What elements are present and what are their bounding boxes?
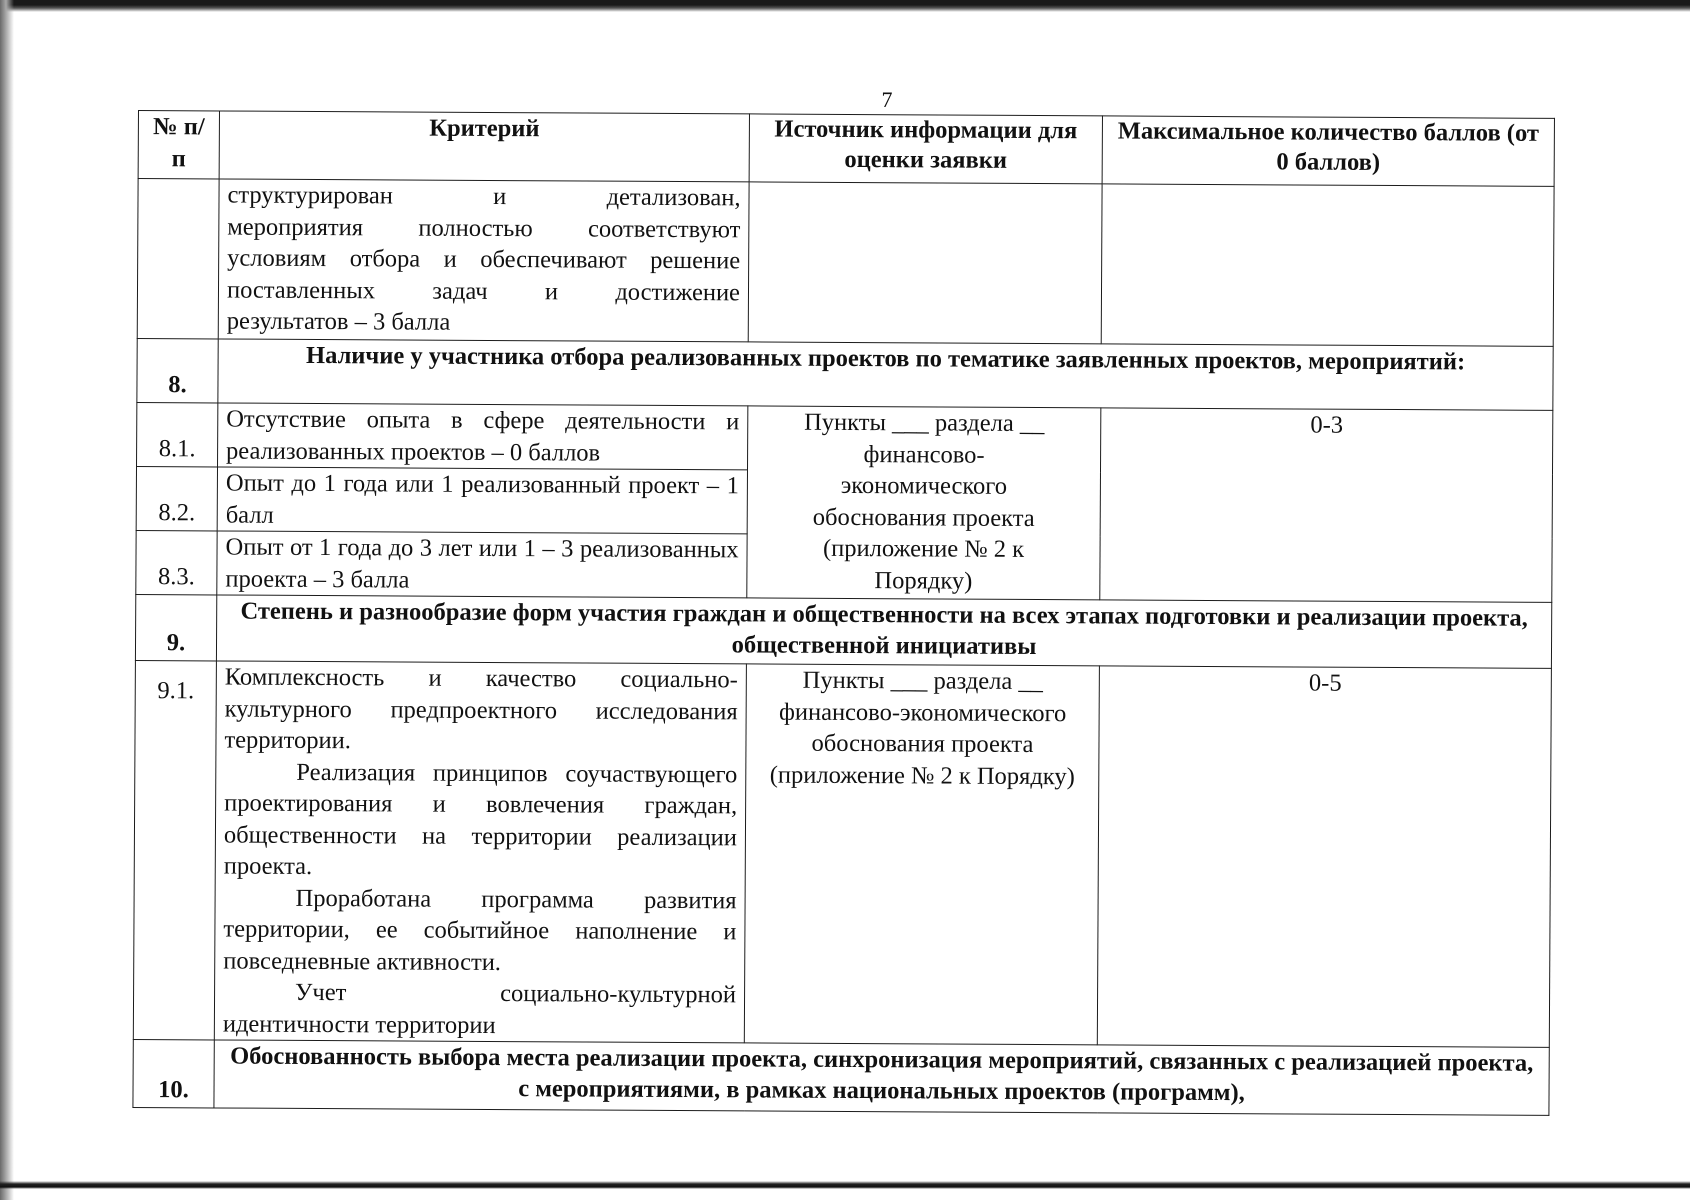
continuation-line-4: поставленных задач и достижение (226, 276, 741, 306)
item-9-1-num: 9.1. (133, 660, 216, 1039)
item-8-3-num: 8.3. (136, 530, 217, 594)
continuation-line-5: результатов – 3 балла (226, 307, 451, 336)
section-8-row (137, 338, 1553, 410)
header-max-score: Максимальное количество баллов (от 0 баллов) (1102, 116, 1554, 187)
continuation-score-cell (1101, 184, 1554, 347)
scan-edge-left (0, 0, 14, 1200)
item-9-1-paragraph-4: Учет социально-культурной идентичности территории (222, 978, 737, 1039)
header-criterion: Критерий (219, 111, 749, 182)
continuation-source-cell (748, 182, 1102, 344)
continuation-line-3: условиям отбора и обеспечивают решение (227, 244, 741, 275)
header-row (138, 111, 1554, 187)
item-9-1-paragraph-3: Проработана программа развития территории, ее событийное наполнение и повседневные активности. (223, 884, 737, 976)
section-9-title: Степень и разнообразие форм участия граждан и общественности на всех этапах подготовки и реализации проекта, общественной инициативы (216, 595, 1551, 668)
section-10-title: Обоснованность выбора места реализации проекта, синхронизация мероприятий, связанных с реализацией проекта, с мероприятиями, в рамках национальных проектов (программ), (214, 1040, 1549, 1115)
section-8-source: Пункты ___ раздела __ финансово-экономического обоснования проекта (приложение № 2 к Порядку) (747, 406, 1101, 600)
item-9-1-paragraph-1: Комплексность и качество социально-культурного предпроектного исследования территории. (224, 663, 738, 755)
section-10-row (133, 1039, 1549, 1115)
header-num: № п/п (138, 111, 219, 179)
item-8-1-row (137, 402, 1553, 474)
item-8-1-num: 8.1. (137, 402, 218, 466)
section-8-title: Наличие у участника отбора реализованных проектов по тематике заявленных проектов, мероприятий: (218, 339, 1553, 410)
header-source: Источник информации для оценки заявки (749, 114, 1102, 184)
item-8-2-text: Опыт до 1 года или 1 реализованный проект – 1 балл (217, 467, 747, 534)
item-9-1-text-cell (214, 661, 746, 1043)
continuation-row (137, 179, 1554, 347)
scan-edge-top (0, 0, 1690, 12)
scan-edge-bottom (0, 1181, 1690, 1189)
item-9-1-row (133, 660, 1551, 1047)
section-8-num: 8. (137, 338, 218, 402)
section-9-num: 9. (135, 594, 216, 660)
section-8-score: 0-3 (1100, 408, 1553, 603)
page-number: 7 (881, 87, 893, 112)
item-9-1-score: 0-5 (1097, 666, 1551, 1048)
item-8-2-num: 8.2. (136, 466, 217, 530)
item-8-3-text: Опыт от 1 года до 3 лет или 1 – 3 реализованных проекта – 3 балла (217, 531, 747, 598)
continuation-line-2: мероприятия полностью соответствуют (227, 213, 741, 243)
item-9-1-paragraph-2: Реализация принципов соучаствующего проектирования и вовлечения граждан, общественности на территории реализации проекта. (223, 758, 738, 880)
item-8-1-text: Отсутствие опыта в сфере деятельности и реализованных проектов – 0 баллов (218, 403, 748, 470)
continuation-num-cell (137, 179, 219, 339)
item-9-1-source: Пункты ___ раздела __ финансово-экономического обоснования проекта (приложение № 2 к Порядку) (744, 664, 1099, 1045)
continuation-line-1: структурирован и детализован, (227, 181, 741, 212)
section-10-num: 10. (133, 1039, 214, 1107)
section-9-row (135, 594, 1551, 668)
criteria-table (132, 110, 1555, 1116)
continuation-criterion-cell (218, 179, 749, 342)
